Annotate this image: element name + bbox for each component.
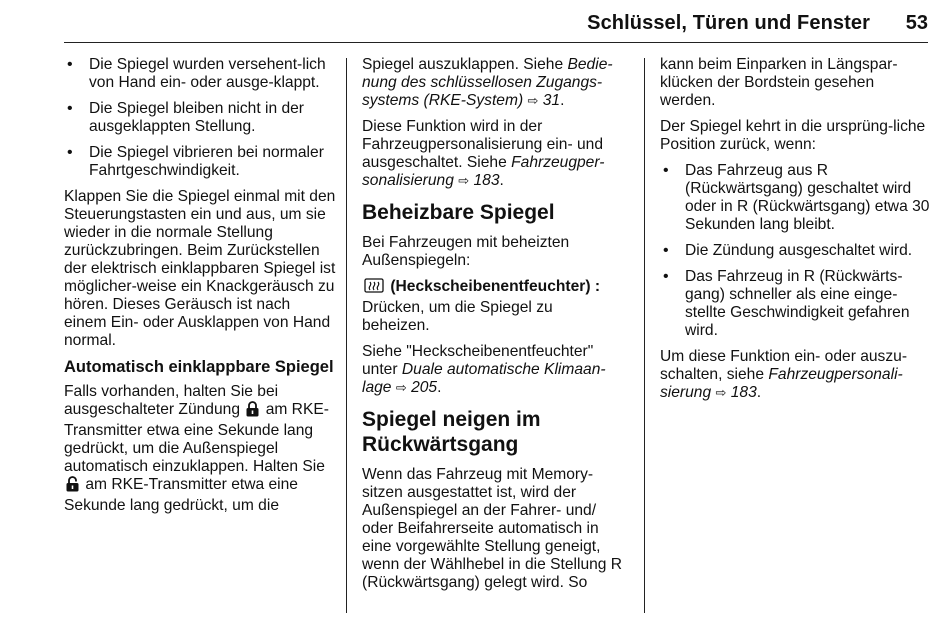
cross-reference[interactable]: Fahrzeugper-sonalisierung <box>362 154 605 189</box>
paragraph: Der Spiegel kehrt in die ursprüng-liche Position zurück, wenn: <box>660 118 926 153</box>
list-item: • Die Spiegel wurden versehent-lich von Hand ein- oder ausge-klappt. <box>64 56 336 92</box>
column-3 <box>660 56 932 410</box>
column-divider <box>346 58 347 613</box>
paragraph: Wenn das Fahrzeug mit Memory-sitzen ausgestattet ist, wird der Außenspiegel an der Fahrer- und/ oder Beifahrerseite automatisch in eine vorgewählte Stellung geneigt, wenn der Wählhebel in die Stellung R (Rückwärtsgang) gelegt wird. So <box>362 466 623 591</box>
list-item: • Das Fahrzeug aus R (Rückwärtsgang) geschaltet wird oder in R (Rückwärtsgang) etwa 30 Sekunden lang bleibt. <box>660 162 932 234</box>
cross-reference[interactable]: Fahrzeugpersonali-sierung <box>660 366 903 401</box>
unlock-icon <box>66 476 79 497</box>
page-reference[interactable]: 205 <box>411 379 438 396</box>
paragraph: Klappen Sie die Spiegel einmal mit den Steuerungstasten ein und aus, um sie wieder in die normale Stellung zurückzubringen. Beim Zurückstellen der elektrisch einklappbaren Spiegel ist möglicher-weise ein Knackgeräusch zu hören. Dieses Geräusch ist nach einem Ein- oder Ausklappen von Hand normal. <box>64 188 336 349</box>
paragraph: Falls vorhanden, halten Sie bei ausgeschalteter Zündung am RKE-Transmitter etwa eine Sekunde lang gedrückt, um die Außenspiegel automatisch einzuklappen. Halten Sie am RKE-Transmitter etwa eine Sekunde lang gedrückt, um die <box>64 383 329 514</box>
paragraph: Bei Fahrzeugen mit beheizten Außenspiegeln: <box>362 234 570 269</box>
paragraph: Diese Funktion wird in der Fahrzeugpersonalisierung ein- und ausgeschaltet. Siehe Fahrzeugper-sonalisierung ⇨ 183. <box>362 118 605 189</box>
cross-reference[interactable]: Bedie-nung des schlüssellosen Zugangs-systems (RKE-System) <box>362 56 613 109</box>
paragraph: Um diese Funktion ein- oder auszu-schalten, siehe Fahrzeugpersonali-sierung ⇨ 183. <box>660 348 908 401</box>
column-divider <box>644 58 645 613</box>
page-reference-icon: ⇨ <box>715 385 727 400</box>
control-label: (Heckscheibenentfeuchter) : <box>390 278 601 295</box>
page-number: 53 <box>905 12 928 34</box>
page-reference-icon: ⇨ <box>527 93 539 108</box>
list-item: • Die Spiegel vibrieren bei normaler Fahrtgeschwindigkeit. <box>64 144 336 180</box>
header-rule <box>64 42 928 43</box>
list-item: • Die Spiegel bleiben nicht in der ausgeklappten Stellung. <box>64 100 336 136</box>
paragraph: kann beim Einparken in Längspar-klücken der Bordstein gesehen werden. <box>660 56 898 109</box>
lock-icon <box>246 401 259 422</box>
section-heading: Automatisch einklappbare Spiegel <box>64 358 334 376</box>
page-reference-icon: ⇨ <box>458 173 470 188</box>
list-item: • Das Fahrzeug in R (Rückwärts-gang) schneller als eine einge-stellte Geschwindigkeit gefahren wird. <box>660 268 932 340</box>
page-reference[interactable]: 31 <box>542 92 561 109</box>
column-1 <box>64 56 336 523</box>
cross-reference[interactable]: Duale automatische Klimaan-lage <box>362 361 606 396</box>
page-title: Schlüssel, Türen und Fenster <box>587 12 870 34</box>
column-2 <box>362 56 624 600</box>
paragraph: Siehe "Heckscheibenentfeuchter" unter Duale automatische Klimaan-lage ⇨ 205. <box>362 343 606 396</box>
section-heading: Spiegel neigen im Rückwärtsgang <box>362 408 541 456</box>
rear-defrost-icon <box>364 278 384 299</box>
list-item: • Die Zündung ausgeschaltet wird. <box>660 242 932 260</box>
bullet-list <box>64 56 336 180</box>
page-reference[interactable]: 183 <box>473 172 500 189</box>
paragraph: (Heckscheibenentfeuchter) : Drücken, um die Spiegel zu beheizen. <box>362 278 601 334</box>
section-heading: Beheizbare Spiegel <box>362 201 555 224</box>
page-reference-icon: ⇨ <box>395 380 407 395</box>
page-header <box>0 0 950 44</box>
page-reference[interactable]: 183 <box>730 384 757 401</box>
bullet-list <box>660 162 932 340</box>
paragraph: Spiegel auszuklappen. Siehe Bedie-nung des schlüssellosen Zugangs-systems (RKE-System) ⇨ 31. <box>362 56 613 109</box>
